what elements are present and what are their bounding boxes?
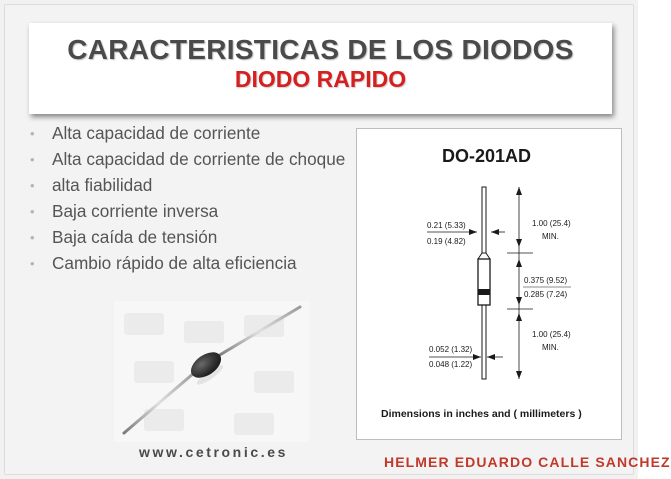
lead-length-top: 1.00 (25.4) <box>532 219 571 228</box>
wire-diameter-max: 0.052 (1.32) <box>429 345 473 354</box>
list-item-text: Cambio rápido de alta eficiencia <box>52 253 297 273</box>
bullet-icon: • <box>30 178 35 193</box>
list-item <box>28 149 358 170</box>
lead-length-top-min: MIN. <box>542 232 559 241</box>
dimension-svg <box>357 129 621 439</box>
list-item <box>28 175 358 196</box>
bullet-icon: • <box>30 230 35 245</box>
wire-diameter-min: 0.048 (1.22) <box>429 360 473 369</box>
body-length-max: 0.375 (9.52) <box>524 276 568 285</box>
website-label: www.cetronic.es <box>139 444 288 460</box>
diode-lead-top <box>482 187 486 253</box>
list-item <box>28 227 358 248</box>
list-item <box>28 201 358 222</box>
bullet-icon: • <box>30 126 35 141</box>
dimension-caption: Dimensions in inches and ( millimeters ) <box>381 408 582 420</box>
diode-photo-svg <box>114 301 309 442</box>
lead-length-bottom-min: MIN. <box>542 343 559 352</box>
lead-diameter-max: 0.21 (5.33) <box>427 221 466 230</box>
dimension-drawing <box>356 128 622 440</box>
author-name: HELMER EDUARDO CALLE SANCHEZ <box>384 454 671 470</box>
bullet-icon: • <box>30 152 35 167</box>
diode-body <box>478 259 490 305</box>
diode-lead-bottom <box>482 305 486 379</box>
body-length-min: 0.285 (7.24) <box>524 290 568 299</box>
lead-diameter-min: 0.19 (4.82) <box>427 237 466 246</box>
bullet-icon: • <box>30 204 35 219</box>
slide-title: CARACTERISTICAS DE LOS DIODOS <box>67 34 574 65</box>
diode-cathode-band <box>478 289 490 295</box>
list-item <box>28 253 358 274</box>
diode-photo <box>114 301 309 442</box>
feature-list <box>28 123 358 279</box>
bullet-icon: • <box>30 256 35 271</box>
slide-subtitle: DIODO RAPIDO <box>234 66 407 92</box>
lead-length-bottom: 1.00 (25.4) <box>532 330 571 339</box>
list-item-text: alta fiabilidad <box>52 175 153 195</box>
list-item <box>28 123 358 144</box>
title-box <box>29 23 612 114</box>
list-item-text: Baja caída de tensión <box>52 227 218 247</box>
list-item-text: Alta capacidad de corriente de choque <box>52 149 346 169</box>
list-item-text: Baja corriente inversa <box>52 201 219 221</box>
list-item-text: Alta capacidad de corriente <box>52 123 261 143</box>
package-title: DO-201AD <box>442 146 532 166</box>
